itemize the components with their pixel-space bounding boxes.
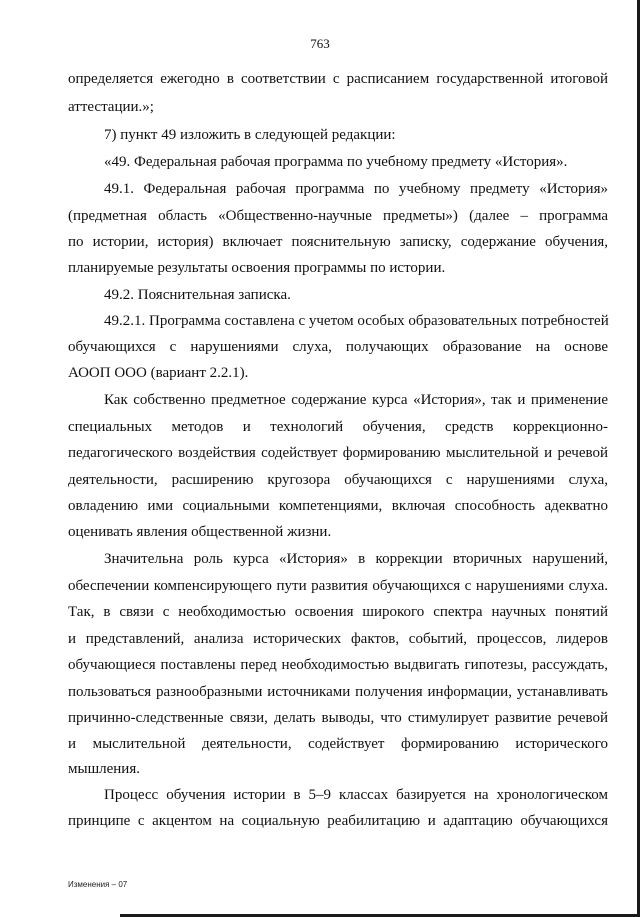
text-line-20: обеспечении компенсирующего пути развития обучающихся с нарушениями слуха. [68,578,608,594]
text-line-26: и мыслительной деятельности, содействует формированию исторического [68,736,608,752]
text-line-25: причинно-следственные связи, делать выводы, что стимулирует развитие речевой [68,710,608,726]
text-line-12: АООП ООО (вариант 2.2.1). [68,365,249,381]
text-line-22: и представлений, анализа исторических фактов, событий, процессов, лидеров [68,631,608,647]
text-line-28: Процесс обучения истории в 5–9 классах базируется на хронологическом [104,787,608,803]
text-line-1: определяется ежегодно в соответствии с расписанием государственной итоговой [68,71,608,87]
text-line-5: 49.1. Федеральная рабочая программа по учебному предмету «История» [104,181,608,197]
text-line-19: Значительна роль курса «История» в коррекции вторичных нарушений, [104,551,608,567]
text-line-6: (предметная область «Общественно-научные предметы») (далее – программа [68,208,608,224]
page-number: 763 [310,36,330,51]
text-line-24: пользоваться разнообразными источниками получения информации, устанавливать [68,684,608,700]
text-line-9: 49.2. Пояснительная записка. [104,287,291,303]
text-line-2: аттестации.»; [68,99,154,115]
text-line-4: «49. Федеральная рабочая программа по учебному предмету «История». [104,154,568,170]
text-line-13: Как собственно предметное содержание курса «История», так и применение [104,392,608,408]
text-line-10: 49.2.1. Программа составлена с учетом особых образовательных потребностей [104,313,609,329]
text-line-14: специальных методов и технологий обучения, средств коррекционно- [68,419,608,435]
page-footer: Изменения – 07 [68,880,128,889]
text-line-3: 7) пункт 49 изложить в следующей редакции: [104,127,396,143]
text-line-15: педагогического воздействия содействует формированию мыслительной и речевой [68,445,608,461]
text-line-11: обучающихся с нарушениями слуха, получающих образование на основе [68,339,608,355]
text-line-7: по истории, история) включает пояснительную записку, содержание обучения, [68,234,608,250]
text-line-23: обучающиеся поставлены перед необходимостью выдвигать гипотезы, рассуждать, [68,657,608,673]
text-line-16: деятельности, расширению кругозора обучающихся с нарушениями слуха, [68,472,608,488]
text-line-27: мышления. [68,761,140,777]
text-line-18: оценивать явления общественной жизни. [68,524,332,540]
text-line-17: овладению ими социальными компетенциями, включая способность адекватно [68,498,608,514]
text-line-21: Так, в связи с необходимостью освоения широкого спектра научных понятий [68,604,608,620]
text-line-29: принципе с акцентом на социальную реабилитацию и адаптацию обучающихся [68,813,608,829]
text-line-8: планируемые результаты освоения программы по истории. [68,260,446,276]
